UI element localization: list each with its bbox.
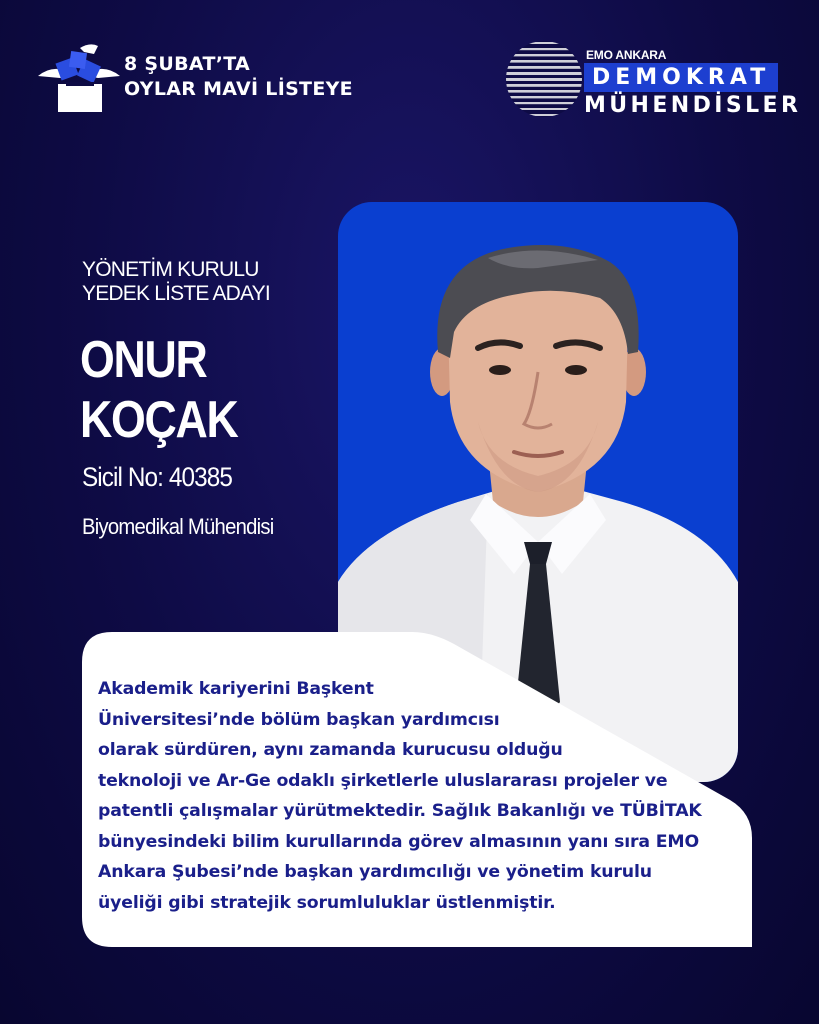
slogan-line-2: OYLAR MAVİ LİSTEYE xyxy=(124,78,353,100)
candidate-last-name: KOÇAK xyxy=(80,391,238,449)
bio-line: Üniversitesi’nde bölüm başkan yardımcısı xyxy=(98,709,500,730)
brand-small-text: EMO ANKARA xyxy=(586,48,667,62)
bio-line: olarak sürdüren, aynı zamanda kurucusu olduğu xyxy=(98,740,563,760)
bio-text xyxy=(98,674,758,918)
slogan-line-1: 8 ŞUBAT’TA xyxy=(124,53,251,75)
ballot-box-icon xyxy=(36,40,122,116)
candidate-name xyxy=(80,330,238,450)
bio-line: bünyesindeki bilim kurullarında görev almasının yanı sıra EMO xyxy=(98,831,699,852)
role-line-2: YEDEK LİSTE ADAYI xyxy=(82,282,270,305)
profession: Biyomedikal Mühendisi xyxy=(82,514,274,539)
candidate-first-name: ONUR xyxy=(80,331,207,389)
registry-number: Sicil No: 40385 xyxy=(82,462,232,492)
brand-main-text: DEMOKRAT xyxy=(584,63,778,92)
bio-line: patentli çalışmalar yürütmektedir. Sağlık Bakanlığı ve TÜBİTAK xyxy=(98,801,702,821)
role-line-1: YÖNETİM KURULU xyxy=(82,258,259,281)
slogan xyxy=(124,52,353,102)
bio-line: üyeliği gibi stratejik sorumluluklar üstlenmiştir. xyxy=(98,892,556,913)
bio-line: Ankara Şubesi’nde başkan yardımcılığı ve yönetim kurulu xyxy=(98,862,652,882)
bio-card xyxy=(82,632,752,947)
bio-line: Akademik kariyerini Başkent xyxy=(98,679,374,699)
brand-sub-text: MÜHENDİSLER xyxy=(584,93,802,118)
candidate-role xyxy=(82,258,270,306)
bio-line: teknoloji ve Ar-Ge odaklı şirketlerle uluslararası projeler ve xyxy=(98,770,668,791)
brand-logo-icon xyxy=(504,40,584,118)
